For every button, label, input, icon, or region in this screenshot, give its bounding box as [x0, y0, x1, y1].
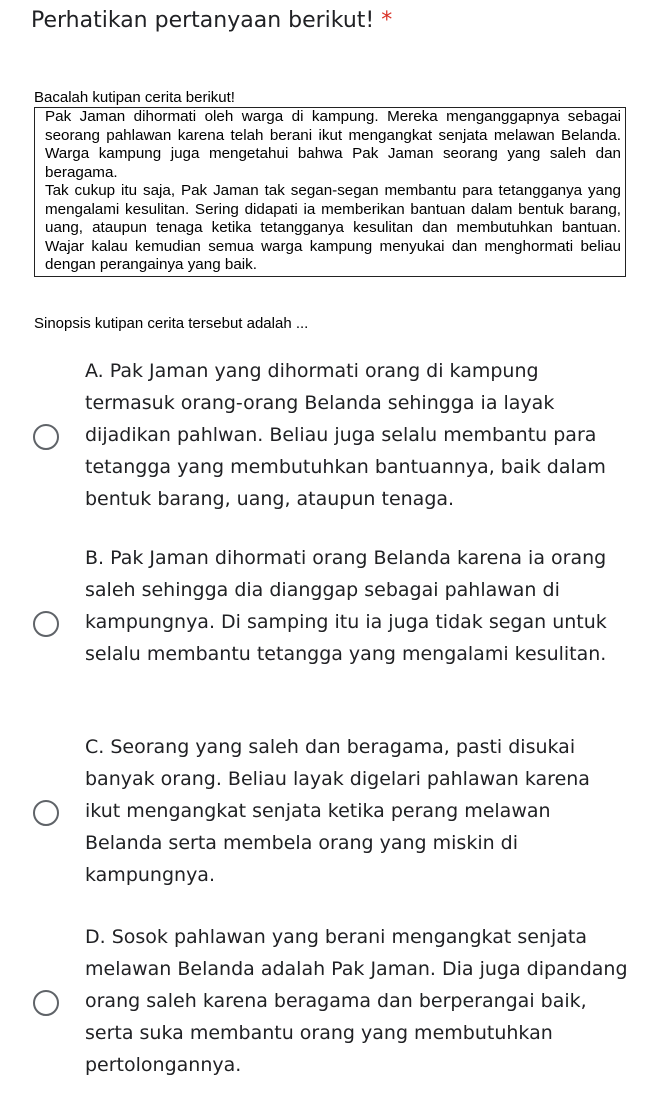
- option-a-label[interactable]: A. Pak Jaman yang dihormati orang di kampung termasuk orang-orang Belanda sehingga ia layak dijadikan pahlwan. Beliau juga selalu membantu para tetangga yang membutuhkan bantuannya, baik dalam bentuk barang, uang, ataupun tenaga.: [85, 360, 606, 510]
- option-d[interactable]: [30, 921, 630, 1091]
- option-d-radio[interactable]: [33, 990, 59, 1016]
- required-asterisk: *: [381, 8, 393, 33]
- option-c[interactable]: [30, 731, 630, 901]
- story-excerpt-box: [34, 107, 626, 277]
- excerpt-paragraph-2: Tak cukup itu saja, Pak Jaman tak segan-segan membantu para tetangganya yang mengalami kesulitan. Sering didapati ia memberikan bantuan dalam bentuk barang, uang, ataupun tenaga ketika tetangganya kesulitan dan membutuhkan bantuan. Wajar kalau kemudian semua warga kampung menyukai dan menghormati beliau dengan perangainya yang baik.: [45, 182, 621, 273]
- option-b-radio[interactable]: [33, 611, 59, 637]
- question-title: [31, 6, 392, 36]
- option-c-label[interactable]: C. Seorang yang saleh dan beragama, pasti disukai banyak orang. Beliau layak digelari pahlawan karena ikut mengangkat senjata ketika perang melawan Belanda serta membela orang yang miskin di kampungnya.: [85, 736, 590, 886]
- option-a-radio[interactable]: [33, 424, 59, 450]
- excerpt-instruction: Bacalah kutipan cerita berikut!: [34, 89, 235, 106]
- question-title-text: Perhatikan pertanyaan berikut!: [31, 8, 375, 33]
- option-b-label[interactable]: B. Pak Jaman dihormati orang Belanda karena ia orang saleh sehingga dia dianggap sebagai pahlawan di kampungnya. Di samping itu ia juga tidak segan untuk selalu membantu tetangga yang mengalami kesulitan.: [85, 547, 607, 665]
- option-b[interactable]: [30, 542, 630, 712]
- synopsis-prompt: Sinopsis kutipan cerita tersebut adalah ...: [34, 315, 309, 332]
- option-d-label[interactable]: D. Sosok pahlawan yang berani mengangkat senjata melawan Belanda adalah Pak Jaman. Dia juga dipandang orang saleh karena beragama dan berperangai baik, serta suka membantu orang yang membutuhkan pertolongannya.: [85, 926, 628, 1076]
- excerpt-paragraph-1: Pak Jaman dihormati oleh warga di kampung. Mereka menganggapnya sebagai seorang pahlawan karena telah berani ikut mengangkat senjata melawan Belanda. Warga kampung juga mengetahui bahwa Pak Jaman seorang yang saleh dan beragama.: [45, 108, 621, 181]
- option-c-radio[interactable]: [33, 800, 59, 826]
- option-a[interactable]: [30, 355, 630, 525]
